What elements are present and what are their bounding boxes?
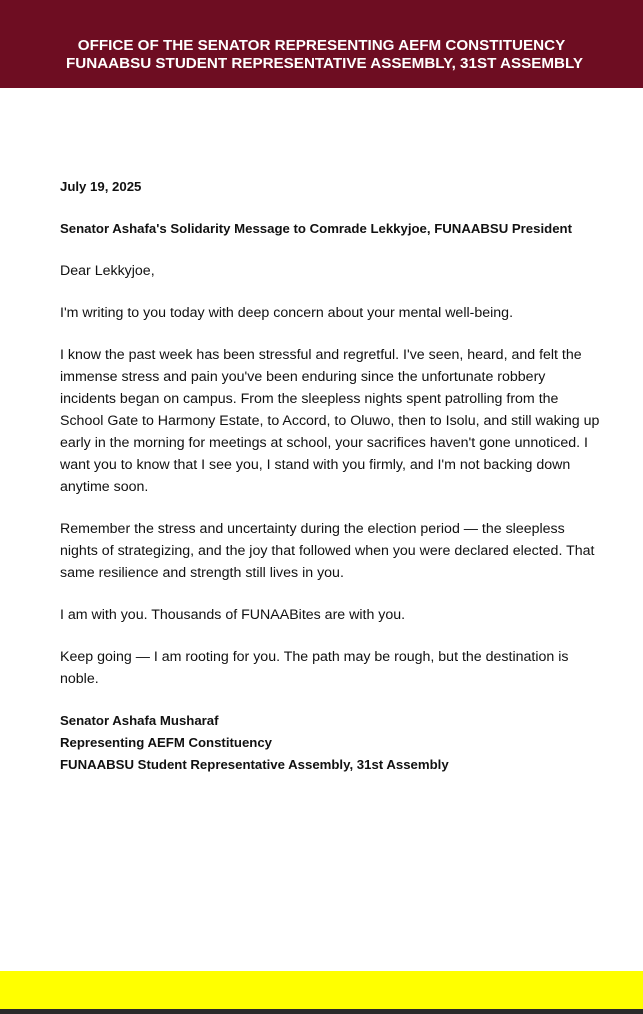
signature-organization: FUNAABSU Student Representative Assembly, 31st Assembly <box>60 757 449 772</box>
letter-paragraph: Remember the stress and uncertainty during the election period — the sleepless nights of strategizing, and the joy that followed when you were declared elected. That same resilience and strength still lives in you. <box>60 521 595 581</box>
signature-title: Representing AEFM Constituency <box>60 735 272 750</box>
footer-band <box>0 971 643 1009</box>
letter-salutation: Dear Lekkyjoe, <box>60 263 155 279</box>
footer-edge <box>0 1009 643 1014</box>
letter-paragraph: Keep going — I am rooting for you. The path may be rough, but the destination is noble. <box>60 649 569 687</box>
letter-paragraph: I'm writing to you today with deep concern about your mental well-being. <box>60 305 514 321</box>
letter-subject: Senator Ashafa's Solidarity Message to Comrade Lekkyjoe, FUNAABSU President <box>60 221 572 236</box>
signature-name: Senator Ashafa Musharaf <box>60 713 219 728</box>
letter-paragraph: I know the past week has been stressful and regretful. I've seen, heard, and felt the immense stress and pain you've been enduring since the unfortunate robbery incidents began on campus. From the sleepless nights spent patrolling from the School Gate to Harmony Estate, to Accord, to Oluwo, then to Isolu, and still waking up early in the morning for meetings at school, your sacrifices haven't gone unnoticed. I want you to know that I see you, I stand with you firmly, and I'm not backing down anytime soon. <box>60 347 600 495</box>
letter-body <box>60 176 600 776</box>
letter-date: July 19, 2025 <box>60 179 142 194</box>
letter-paragraph: I am with you. Thousands of FUNAABites are with you. <box>60 607 406 623</box>
signature-block <box>60 710 600 776</box>
letterhead-office-title: OFFICE OF THE SENATOR REPRESENTING AEFM CONSTITUENCY <box>77 37 566 54</box>
letterhead-banner <box>0 0 643 88</box>
letterhead-assembly-title: FUNAABSU STUDENT REPRESENTATIVE ASSEMBLY, 31ST ASSEMBLY <box>65 55 583 72</box>
